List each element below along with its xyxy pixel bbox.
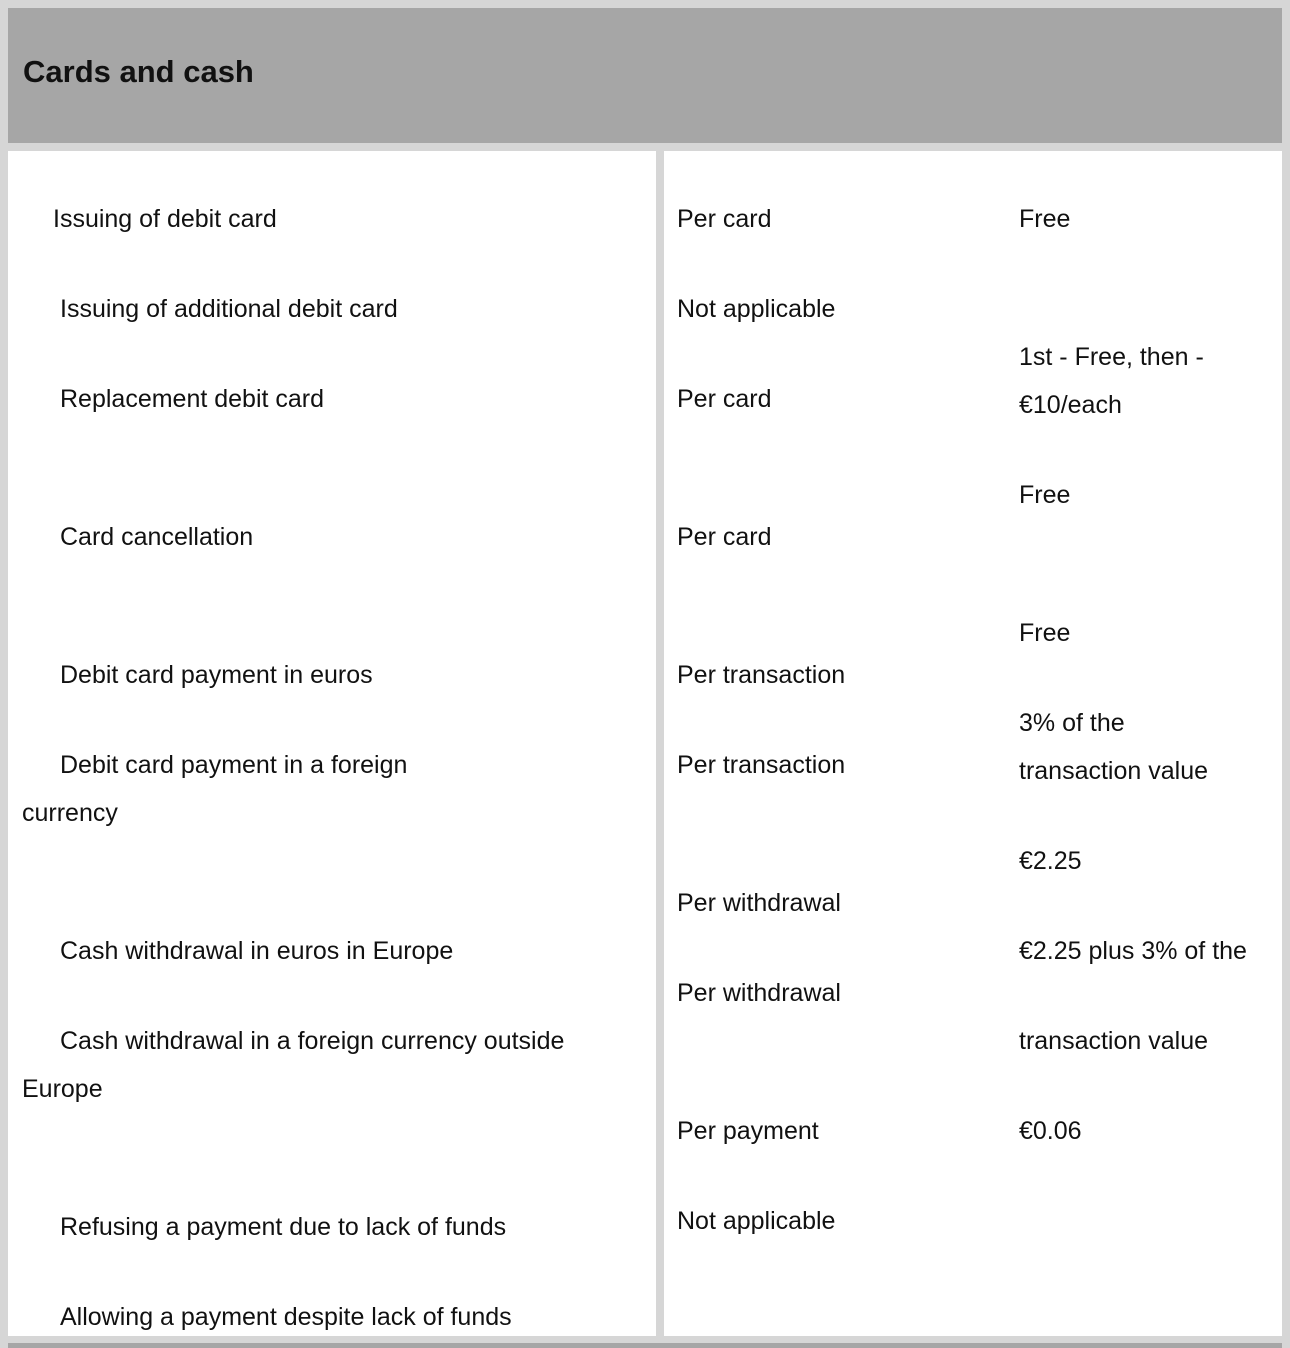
fee-item-label: Cash withdrawal in euros in Europe xyxy=(60,937,454,965)
section-title: Cards and cash xyxy=(23,54,254,89)
fee-amount: 1st - Free, then - xyxy=(1019,343,1204,371)
charge-basis: Per withdrawal xyxy=(677,979,841,1007)
fee-item-label: Debit card payment in a foreign xyxy=(60,751,408,779)
charge-basis: Per withdrawal xyxy=(677,889,841,917)
charge-basis: Per card xyxy=(677,205,772,233)
fee-amount: €10/each xyxy=(1019,391,1122,419)
charge-basis: Per card xyxy=(677,385,772,413)
fee-item-label-continued: currency xyxy=(22,799,118,827)
charge-basis: Per transaction xyxy=(677,661,846,689)
charge-basis: Per payment xyxy=(677,1117,819,1145)
fee-amount: €0.06 xyxy=(1019,1117,1082,1145)
fee-amount: Free xyxy=(1019,619,1071,647)
fee-item-label: Issuing of additional debit card xyxy=(60,295,398,323)
fee-amount: 3% of the xyxy=(1019,709,1125,737)
charge-basis: Not applicable xyxy=(677,295,836,323)
fee-item-label: Cash withdrawal in a foreign currency outside xyxy=(60,1027,565,1055)
charge-basis: Not applicable xyxy=(677,1207,836,1235)
charge-basis: Per transaction xyxy=(677,751,846,779)
fee-item-label-continued: Europe xyxy=(22,1075,103,1103)
fee-amount: Free xyxy=(1019,481,1071,509)
section-header xyxy=(8,8,1282,143)
fee-item-label: Issuing of debit card xyxy=(53,205,277,233)
bottom-divider xyxy=(8,1343,1282,1348)
fee-item-label: Replacement debit card xyxy=(60,385,325,413)
fee-amount: Free xyxy=(1019,205,1071,233)
fee-item-label: Debit card payment in euros xyxy=(60,661,373,689)
fee-item-label: Refusing a payment due to lack of funds xyxy=(60,1213,507,1241)
fee-amount: €2.25 xyxy=(1019,847,1082,875)
fee-amount: €2.25 plus 3% of the xyxy=(1019,937,1247,965)
charge-basis: Per card xyxy=(677,523,772,551)
fee-amount: transaction value xyxy=(1019,1027,1209,1055)
fee-item-label: Allowing a payment despite lack of funds xyxy=(60,1303,512,1331)
fee-amount: transaction value xyxy=(1019,757,1209,785)
fee-item-label: Card cancellation xyxy=(60,523,254,551)
